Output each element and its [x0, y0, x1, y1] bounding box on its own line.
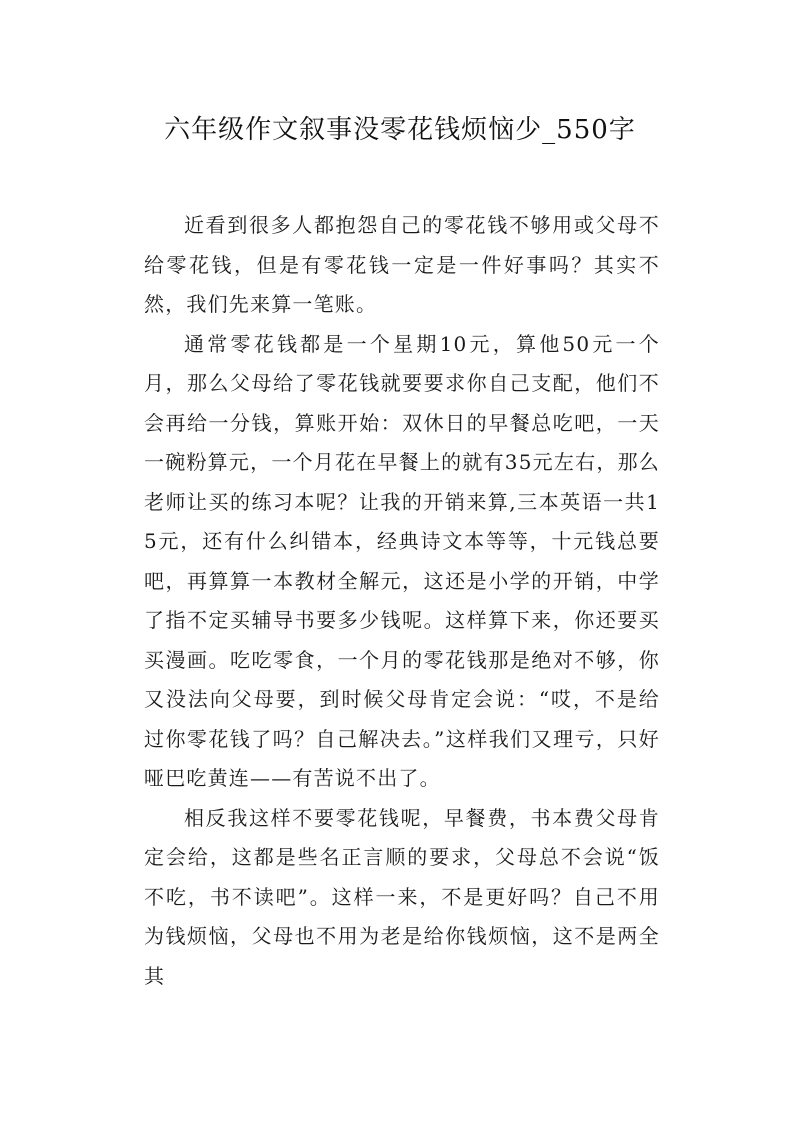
document-body [144, 206, 660, 996]
paragraph-2: 通常零花钱都是一个星期10元，算他50元一个月，那么父母给了零花钱就要要求你自己支配，他们不会再给一分钱，算账开始：双休日的早餐总吃吧，一天一碗粉算元，一个月花在早餐上的就有35元左右，那么老师让买的练习本呢？让我的开销来算,三本英语一共15元，还有什么纠错本，经典诗文本等等，十元钱总要吧，再算算一本教材全解元，这还是小学的开销，中学了指不定买辅导书要多少钱呢。这样算下来，你还要买买漫画。吃吃零食，一个月的零花钱那是绝对不够，你又没法向父母要，到时候父母肯定会说：“哎，不是给过你零花钱了吗？自己解决去。”这样我们又理亏，只好哑巴吃黄连——有苦说不出了。 [144, 331, 660, 790]
paragraph-3: 相反我这样不要零花钱呢，早餐费，书本费父母肯定会给，这都是些名正言顺的要求，父母总不会说“饭不吃，书不读吧”。这样一来，不是更好吗？自己不用为钱烦恼，父母也不用为老是给你钱烦恼，这不是两全其 [144, 805, 660, 988]
paragraph-1: 近看到很多人都抱怨自己的零花钱不够用或父母不给零花钱，但是有零花钱一定是一件好事吗？其实不然，我们先来算一笔账。 [144, 213, 660, 316]
document-title: 六年级作文叙事没零花钱烦恼少_550字 [164, 115, 636, 145]
